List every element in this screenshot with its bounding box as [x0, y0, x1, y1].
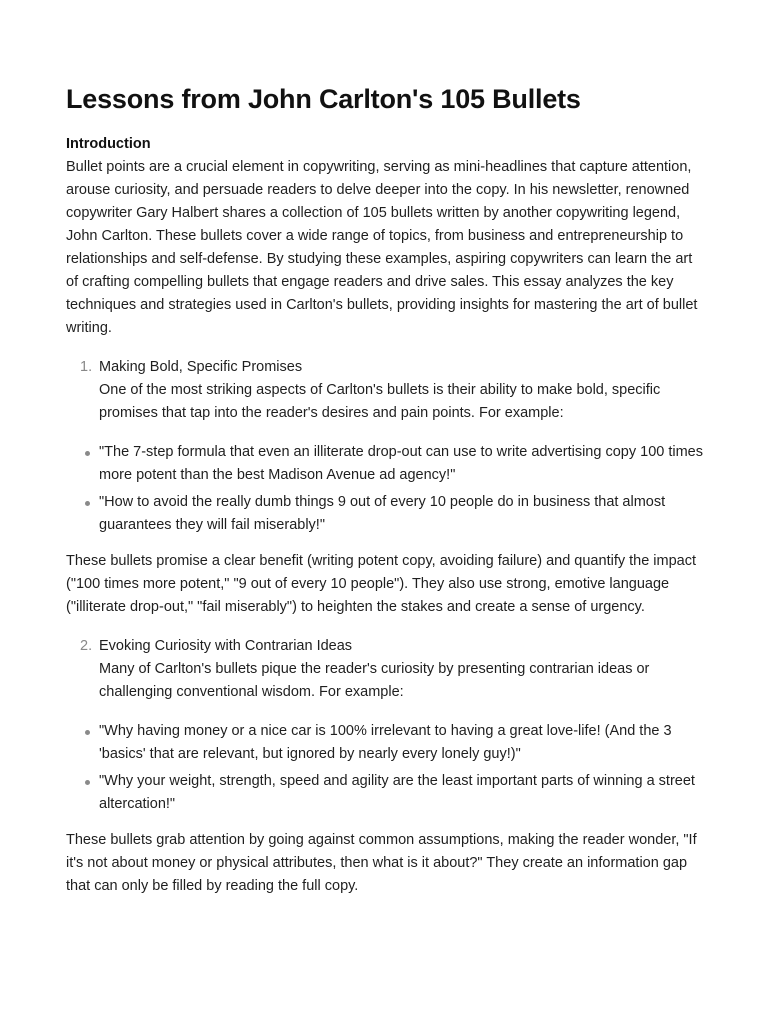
- section-1: [66, 356, 706, 425]
- list-item: "The 7-step formula that even an illiterate drop-out can use to write advertising copy 100 times more potent than the best Madison Avenue ad agency!": [66, 441, 706, 487]
- list-item: "How to avoid the really dumb things 9 out of every 10 people do in business that almost guarantees they will fail miserably!": [66, 491, 706, 537]
- list-item: "Why having money or a nice car is 100% irrelevant to having a great love-life! (And the 3 'basics' that are relevant, but ignored by nearly every lonely guy!)": [66, 720, 706, 766]
- list-item: "Why your weight, strength, speed and agility are the least important parts of winning a street altercation!": [66, 770, 706, 816]
- section-1-bullets: [66, 441, 706, 537]
- intro-heading: Introduction: [66, 136, 151, 152]
- section-1-lead: One of the most striking aspects of Carlton's bullets is their ability to make bold, specific promises that tap into the reader's desires and pain points. For example:: [99, 382, 661, 421]
- intro-paragraph: Bullet points are a crucial element in copywriting, serving as mini-headlines that capture attention, arouse curiosity, and persuade readers to delve deeper into the copy. In his newsletter, renowned copywriter Gary Halbert shares a collection of 105 bullets written by another copywriting legend, John Carlton. These bullets cover a wide range of topics, from business and entrepreneurship to relationships and self-defense. By studying these examples, aspiring copywriters can learn the art of crafting compelling bullets that engage readers and drive sales. This essay analyzes the key techniques and strategies used in Carlton's bullets, providing insights for mastering the art of bullet writing.: [66, 159, 698, 336]
- section-1-item: [66, 356, 706, 425]
- section-2: [66, 635, 706, 704]
- document-title: Lessons from John Carlton's 105 Bullets: [66, 84, 581, 114]
- section-2-lead: Many of Carlton's bullets pique the reader's curiosity by presenting contrarian ideas or challenging conventional wisdom. For example:: [99, 661, 650, 700]
- section-1-number: 1.: [80, 359, 93, 375]
- section-2-item: [66, 635, 706, 704]
- section-1-heading: Making Bold, Specific Promises: [99, 359, 303, 375]
- section-2-analysis: These bullets grab attention by going against common assumptions, making the reader wonder, "If it's not about money or physical attributes, then what is it about?" They create an information gap that can only be filled by reading the full copy.: [66, 832, 697, 894]
- section-2-heading: Evoking Curiosity with Contrarian Ideas: [99, 638, 353, 654]
- section-1-analysis: These bullets promise a clear benefit (writing potent copy, avoiding failure) and quantify the impact ("100 times more potent," "9 out of every 10 people"). They also use strong, emotive language ("illiterate drop-out," "fail miserably") to heighten the stakes and create a sense of urgency.: [66, 553, 697, 615]
- section-2-bullets: [66, 720, 706, 816]
- document-page: [66, 80, 706, 898]
- section-2-number: 2.: [80, 638, 93, 654]
